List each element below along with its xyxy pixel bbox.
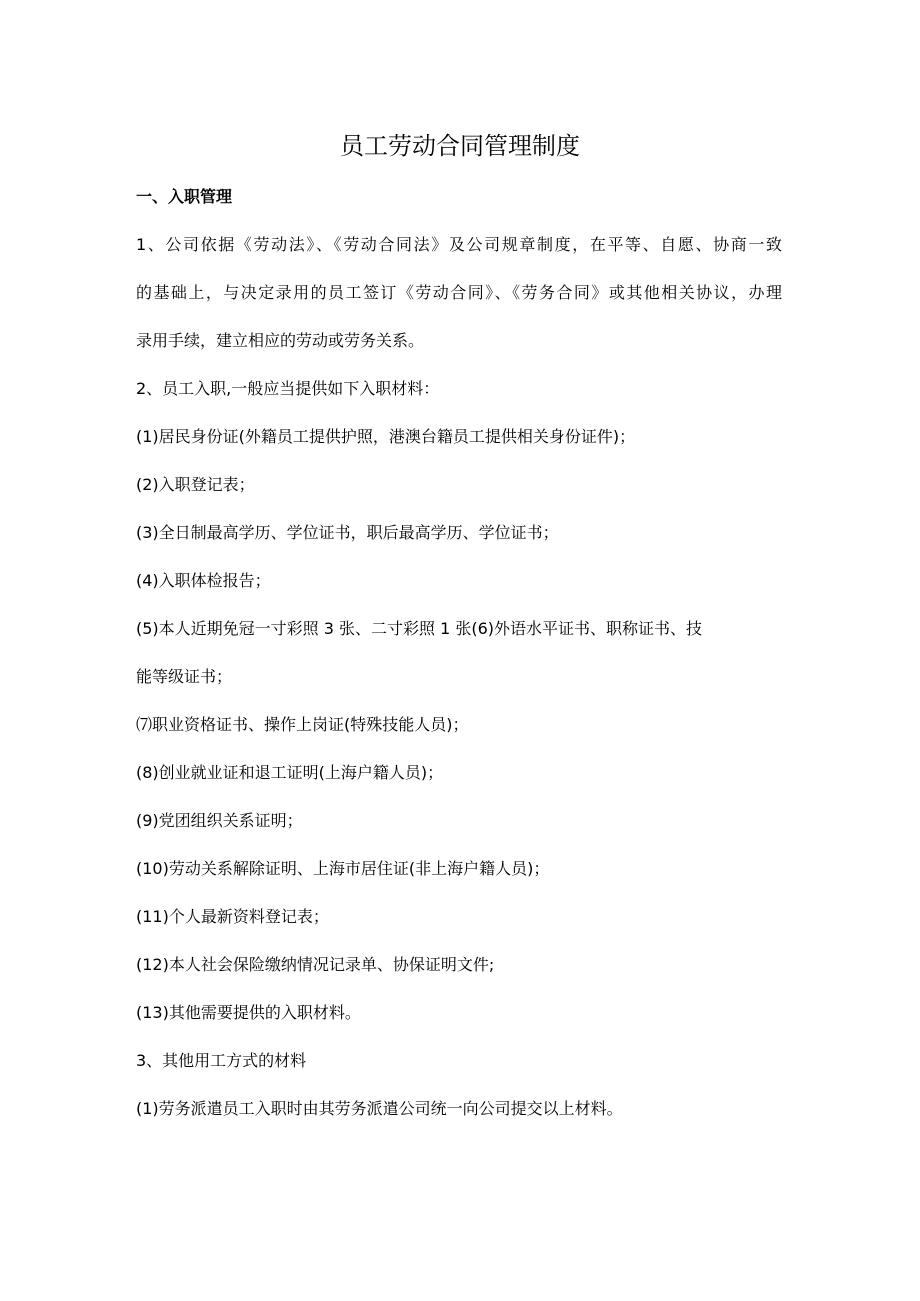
list-item-7: ⑺职业资格证书、操作上岗证(特殊技能人员)； [136,715,469,734]
list-item-5-line-2: 能等级证书； [136,667,233,686]
list-item-11: (11)个人最新资料登记表； [136,907,329,926]
list-item-9: (9)党团组织关系证明； [136,811,303,830]
paragraph-3-item-1: (1)劳务派遣员工入职时由其劳务派遣公司统一向公司提交以上材料。 [136,1099,623,1118]
paragraph-2: 2、员工入职,一般应当提供如下入职材料： [136,379,440,398]
paragraph-1-line-1: 1、公司依据《劳动法》、《劳动合同法》及公司规章制度，在平等、自愿、协商一致 [136,235,782,254]
paragraph-1-line-2: 的基础上，与决定录用的员工签订《劳动合同》、《劳务合同》或其他相关协议，办理 [136,283,782,302]
paragraph-3: 3、其他用工方式的材料 [136,1051,307,1070]
list-item-10: (10)劳动关系解除证明、上海市居住证(非上海户籍人员)； [136,859,550,878]
section-heading: 一、入职管理 [136,187,233,206]
document-title: 员工劳动合同管理制度 [340,132,580,160]
list-item-5-line-1: (5)本人近期免冠一寸彩照 3 张、二寸彩照 1 张(6)外语水平证书、职称证书、技 [136,619,703,638]
list-item-12: (12)本人社会保险缴纳情况记录单、协保证明文件; [136,955,495,974]
list-item-13: (13)其他需要提供的入职材料。 [136,1003,361,1022]
list-item-3: (3)全日制最高学历、学位证书，职后最高学历、学位证书； [136,523,559,542]
list-item-2: (2)入职登记表； [136,475,255,494]
list-item-1: (1)居民身份证(外籍员工提供护照，港澳台籍员工提供相关身份证件)； [136,427,636,446]
list-item-8: (8)创业就业证和退工证明(上海户籍人员)； [136,763,444,782]
paragraph-1-line-3: 录用手续，建立相应的劳动或劳务关系。 [136,331,425,350]
list-item-4: (4)入职体检报告； [136,571,271,590]
